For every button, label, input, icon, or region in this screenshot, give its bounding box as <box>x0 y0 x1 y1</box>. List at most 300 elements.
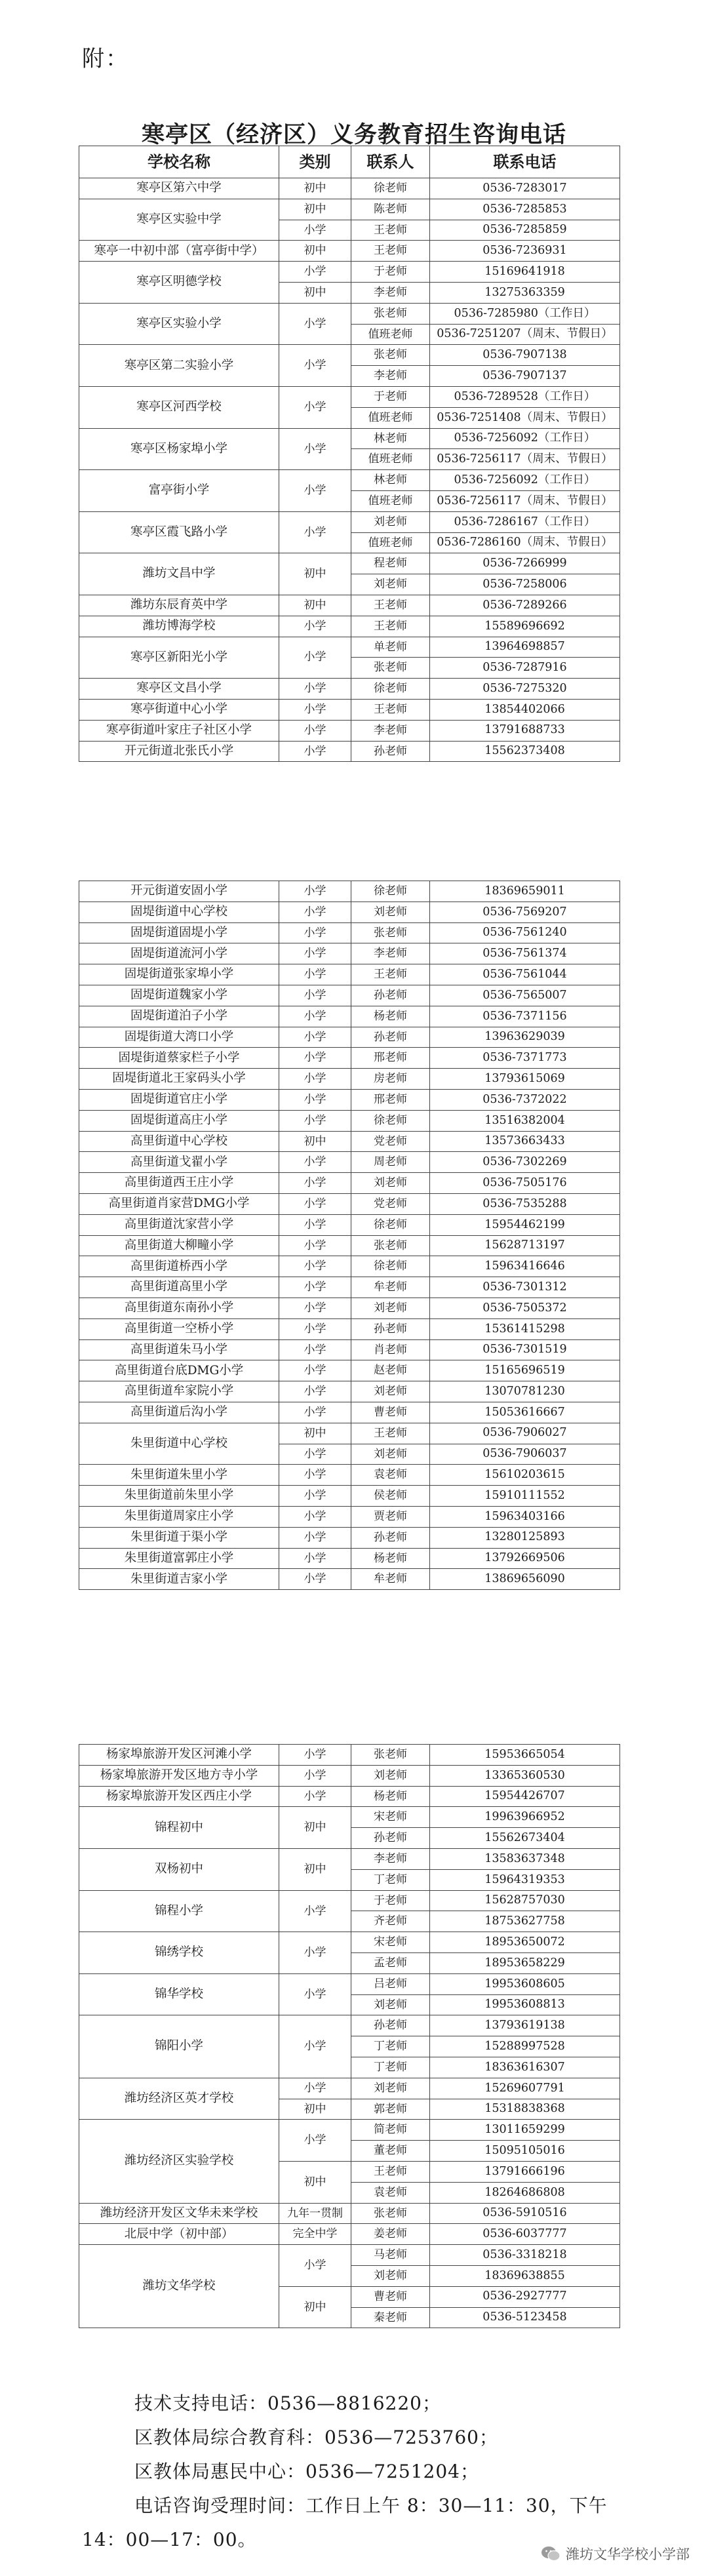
cell-contact: 孙老师 <box>351 741 430 762</box>
cell-phone: 13793615069 <box>430 1069 620 1090</box>
cell-contact: 林老师 <box>351 470 430 491</box>
cell-category: 初中 <box>279 595 351 616</box>
cell-phone: 15628757030 <box>430 1890 620 1911</box>
cell-school: 固堤街道流河小学 <box>79 943 279 964</box>
cell-phone: 13573663433 <box>430 1131 620 1152</box>
cell-school: 潍坊文华学校 <box>79 2245 279 2328</box>
cell-contact: 孙老师 <box>351 2015 430 2036</box>
cell-category: 小学 <box>279 1110 351 1131</box>
table-row <box>79 1402 620 1423</box>
cell-category: 小学 <box>279 2015 351 2078</box>
table-row <box>79 199 620 220</box>
footer-hours-continued: 14：00—17：00。 <box>82 2529 257 2550</box>
cell-phone: 18953650072 <box>430 1932 620 1953</box>
cell-phone: 13791688733 <box>430 720 620 741</box>
cell-school: 寒亭区文昌小学 <box>79 679 279 700</box>
cell-contact: 值班老师 <box>351 532 430 553</box>
cell-category: 小学 <box>279 1381 351 1402</box>
cell-contact: 徐老师 <box>351 1214 430 1235</box>
cell-contact: 董老师 <box>351 2141 430 2162</box>
cell-contact: 刘老师 <box>351 2265 430 2286</box>
cell-school: 潍坊经济开发区文华未来学校 <box>79 2203 279 2224</box>
table-row <box>79 1193 620 1214</box>
cell-school: 寒亭区杨家埠小学 <box>79 428 279 470</box>
cell-contact: 肖老师 <box>351 1339 430 1360</box>
cell-school: 高里街道戈翟小学 <box>79 1152 279 1173</box>
table-row <box>79 2120 620 2141</box>
cell-category: 小学 <box>279 1006 351 1027</box>
table-row <box>79 428 620 449</box>
cell-phone: 0536-7258006 <box>430 574 620 595</box>
cell-contact: 王老师 <box>351 2161 430 2182</box>
cell-phone: 13854402066 <box>430 699 620 720</box>
cell-contact: 房老师 <box>351 1069 430 1090</box>
cell-school: 寒亭区实验小学 <box>79 303 279 345</box>
cell-school: 潍坊东辰育英中学 <box>79 595 279 616</box>
cell-school: 高里街道大柳疃小学 <box>79 1235 279 1256</box>
cell-school: 高里街道沈家营小学 <box>79 1214 279 1235</box>
cell-contact: 王老师 <box>351 595 430 616</box>
cell-category: 小学 <box>279 637 351 679</box>
cell-phone: 15953665054 <box>430 1745 620 1766</box>
cell-contact: 牟老师 <box>351 1569 430 1590</box>
cell-contact: 张老师 <box>351 658 430 679</box>
cell-contact: 刘老师 <box>351 1173 430 1194</box>
cell-contact: 徐老师 <box>351 178 430 199</box>
cell-phone: 18363616307 <box>430 2057 620 2078</box>
table-row <box>79 1486 620 1507</box>
table-row <box>79 1465 620 1486</box>
cell-contact: 王老师 <box>351 616 430 637</box>
cell-school: 高里街道牟家院小学 <box>79 1381 279 1402</box>
cell-school: 寒亭区霞飞路小学 <box>79 511 279 553</box>
table-row <box>79 1527 620 1548</box>
cell-school: 高里街道东南孙小学 <box>79 1298 279 1318</box>
cell-phone: 15169641918 <box>430 262 620 283</box>
cell-phone: 15095105016 <box>430 2141 620 2162</box>
cell-category: 小学 <box>279 220 351 241</box>
cell-phone: 0536-7561374 <box>430 943 620 964</box>
table-row <box>79 2224 620 2245</box>
cell-contact: 刘老师 <box>351 1994 430 2015</box>
cell-contact: 刘老师 <box>351 1381 430 1402</box>
cell-phone: 15053616667 <box>430 1402 620 1423</box>
cell-contact: 张老师 <box>351 1235 430 1256</box>
cell-phone: 15318838368 <box>430 2099 620 2120</box>
cell-category: 小学 <box>279 1360 351 1381</box>
header-school: 学校名称 <box>79 146 279 178</box>
table-row <box>79 1765 620 1786</box>
cell-contact: 刘老师 <box>351 2078 430 2099</box>
table-row <box>79 1360 620 1381</box>
cell-phone: 0536-7565007 <box>430 985 620 1006</box>
cell-contact: 王老师 <box>351 1423 430 1444</box>
cell-category: 小学 <box>279 1465 351 1486</box>
table-row <box>79 1152 620 1173</box>
cell-phone: 0536-7256092（工作日） <box>430 470 620 491</box>
cell-contact: 周老师 <box>351 1152 430 1173</box>
cell-contact: 徐老师 <box>351 881 430 902</box>
cell-category: 小学 <box>279 1235 351 1256</box>
cell-school: 潍坊博海学校 <box>79 616 279 637</box>
cell-phone: 15910111552 <box>430 1486 620 1507</box>
cell-category: 小学 <box>279 2078 351 2099</box>
cell-category: 小学 <box>279 1765 351 1786</box>
cell-category: 小学 <box>279 616 351 637</box>
cell-phone: 13516382004 <box>430 1110 620 1131</box>
header-phone: 联系电话 <box>430 146 620 178</box>
cell-contact: 丁老师 <box>351 2057 430 2078</box>
cell-contact: 孙老师 <box>351 1527 430 1548</box>
cell-phone: 13963629039 <box>430 1027 620 1048</box>
table-row <box>79 1110 620 1131</box>
cell-school: 朱里街道周家庄小学 <box>79 1506 279 1527</box>
cell-school: 北辰中学（初中部） <box>79 2224 279 2245</box>
cell-phone: 0536-3318218 <box>430 2245 620 2266</box>
cell-category: 小学 <box>279 1173 351 1194</box>
cell-school: 固堤街道中心学校 <box>79 902 279 922</box>
cell-school: 富亭街小学 <box>79 470 279 512</box>
cell-category: 初中 <box>279 178 351 199</box>
cell-contact: 徐老师 <box>351 679 430 700</box>
cell-category: 初中 <box>279 199 351 220</box>
cell-category: 小学 <box>279 985 351 1006</box>
cell-school: 固堤街道魏家小学 <box>79 985 279 1006</box>
table-row <box>79 2078 620 2099</box>
cell-contact: 党老师 <box>351 1131 430 1152</box>
cell-phone: 15963403166 <box>430 1506 620 1527</box>
table-row <box>79 720 620 741</box>
cell-school: 高里街道高里小学 <box>79 1277 279 1298</box>
cell-school: 朱里街道富郭庄小学 <box>79 1548 279 1569</box>
cell-phone: 0536-7301519 <box>430 1339 620 1360</box>
cell-category: 初中 <box>279 1848 351 1890</box>
cell-category: 小学 <box>279 1277 351 1298</box>
table-row <box>79 1381 620 1402</box>
table-row <box>79 1089 620 1110</box>
cell-category: 九年一贯制 <box>279 2203 351 2224</box>
table-row <box>79 1548 620 1569</box>
cell-category: 小学 <box>279 1214 351 1235</box>
cell-category: 小学 <box>279 1152 351 1173</box>
cell-school: 朱里街道朱里小学 <box>79 1465 279 1486</box>
cell-school: 寒亭区实验中学 <box>79 199 279 241</box>
cell-category: 初中 <box>279 2161 351 2203</box>
cell-school: 固堤街道北王家码头小学 <box>79 1069 279 1090</box>
cell-phone: 0536-7285980（工作日） <box>430 303 620 324</box>
cell-contact: 杨老师 <box>351 1786 430 1807</box>
cell-category: 小学 <box>279 1193 351 1214</box>
cell-phone: 15628713197 <box>430 1235 620 1256</box>
cell-contact: 丁老师 <box>351 2036 430 2057</box>
cell-phone: 0536-7372022 <box>430 1089 620 1110</box>
cell-contact: 张老师 <box>351 922 430 943</box>
cell-category: 初中 <box>279 2286 351 2328</box>
wechat-icon <box>541 2545 560 2562</box>
cell-school: 固堤街道高庄小学 <box>79 1110 279 1131</box>
cell-school: 高里街道朱马小学 <box>79 1339 279 1360</box>
cell-contact: 马老师 <box>351 2245 430 2266</box>
table-row <box>79 1807 620 1828</box>
cell-category: 小学 <box>279 303 351 345</box>
cell-phone: 0536-7907138 <box>430 345 620 366</box>
table-row <box>79 178 620 199</box>
cell-contact: 张老师 <box>351 2203 430 2224</box>
cell-school: 高里街道台底DMG小学 <box>79 1360 279 1381</box>
cell-phone: 13583637348 <box>430 1848 620 1869</box>
table-row <box>79 1423 620 1444</box>
cell-contact: 简老师 <box>351 2120 430 2141</box>
cell-contact: 孙老师 <box>351 1318 430 1339</box>
cell-phone: 0536-7289266 <box>430 595 620 616</box>
cell-contact: 郭老师 <box>351 2099 430 2120</box>
cell-phone: 15269607791 <box>430 2078 620 2099</box>
table-row <box>79 699 620 720</box>
cell-contact: 李老师 <box>351 943 430 964</box>
cell-contact: 袁老师 <box>351 1465 430 1486</box>
cell-category: 小学 <box>279 262 351 283</box>
cell-contact: 宋老师 <box>351 1932 430 1953</box>
footer-hours: 电话咨询受理时间：工作日上午 8：30—11：30，下午 <box>134 2495 608 2516</box>
table-row <box>79 1277 620 1298</box>
cell-contact: 于老师 <box>351 386 430 407</box>
cell-school: 杨家埠旅游开发区河滩小学 <box>79 1745 279 1766</box>
cell-category: 小学 <box>279 1890 351 1932</box>
cell-school: 杨家埠旅游开发区西庄小学 <box>79 1786 279 1807</box>
table-row <box>79 2245 620 2266</box>
table-row <box>79 262 620 283</box>
table-row <box>79 964 620 985</box>
table-row <box>79 902 620 922</box>
cell-school: 朱里街道中心学校 <box>79 1423 279 1465</box>
cell-contact: 曹老师 <box>351 1402 430 1423</box>
cell-contact: 党老师 <box>351 1193 430 1214</box>
table-row <box>79 1235 620 1256</box>
cell-phone: 13070781230 <box>430 1381 620 1402</box>
cell-contact: 李老师 <box>351 366 430 387</box>
table-row <box>79 1048 620 1069</box>
cell-phone: 0536-7535288 <box>430 1193 620 1214</box>
cell-school: 寒亭一中初中部（富亭街中学） <box>79 241 279 262</box>
cell-school: 寒亭区新阳光小学 <box>79 637 279 679</box>
cell-phone: 18953658229 <box>430 1952 620 1973</box>
cell-phone: 0536-7301312 <box>430 1277 620 1298</box>
cell-category: 初中 <box>279 1131 351 1152</box>
cell-contact: 王老师 <box>351 241 430 262</box>
cell-category: 小学 <box>279 1318 351 1339</box>
cell-contact: 林老师 <box>351 428 430 449</box>
cell-phone: 13793619138 <box>430 2015 620 2036</box>
cell-contact: 孟老师 <box>351 1952 430 1973</box>
cell-phone: 15589696692 <box>430 616 620 637</box>
cell-category: 小学 <box>279 1339 351 1360</box>
cell-phone: 15562673404 <box>430 1828 620 1849</box>
cell-phone: 19953608605 <box>430 1973 620 1994</box>
cell-phone: 15165696519 <box>430 1360 620 1381</box>
cell-category: 完全中学 <box>279 2224 351 2245</box>
cell-phone: 0536-7251408（周末、节假日） <box>430 407 620 428</box>
footer-tech-support: 技术支持电话：0536—8816220； <box>134 2392 441 2414</box>
header-category: 类别 <box>279 146 351 178</box>
cell-phone: 0536-7569207 <box>430 902 620 922</box>
table-row <box>79 1973 620 1994</box>
table-row <box>79 511 620 532</box>
cell-school: 开元街道北张氏小学 <box>79 741 279 762</box>
cell-phone: 0536-7286160（周末、节假日） <box>430 532 620 553</box>
cell-school: 固堤街道固堤小学 <box>79 922 279 943</box>
cell-school: 锦华学校 <box>79 1973 279 2015</box>
cell-category: 小学 <box>279 881 351 902</box>
header-contact: 联系人 <box>351 146 430 178</box>
cell-school: 潍坊经济区实验学校 <box>79 2120 279 2203</box>
table-row <box>79 1298 620 1318</box>
cell-phone: 0536-7236931 <box>430 241 620 262</box>
contact-table-part-3 <box>79 1744 620 2328</box>
cell-phone: 0536-7275320 <box>430 679 620 700</box>
cell-contact: 王老师 <box>351 699 430 720</box>
cell-category: 小学 <box>279 1256 351 1277</box>
cell-school: 寒亭区第六中学 <box>79 178 279 199</box>
table-row <box>79 1786 620 1807</box>
cell-phone: 13964698857 <box>430 637 620 658</box>
cell-contact: 单老师 <box>351 637 430 658</box>
cell-phone: 15610203615 <box>430 1465 620 1486</box>
cell-contact: 杨老师 <box>351 1548 430 1569</box>
cell-contact: 孙老师 <box>351 985 430 1006</box>
cell-phone: 0536-5123458 <box>430 2307 620 2328</box>
cell-contact: 刘老师 <box>351 1765 430 1786</box>
cell-phone: 15963416646 <box>430 1256 620 1277</box>
cell-school: 寒亭区明德学校 <box>79 262 279 304</box>
cell-contact: 于老师 <box>351 262 430 283</box>
cell-contact: 李老师 <box>351 282 430 303</box>
cell-phone: 0536-7906027 <box>430 1423 620 1444</box>
cell-category: 初中 <box>279 553 351 595</box>
document-title: 寒亭区（经济区）义务教育招生咨询电话 <box>141 121 566 148</box>
cell-contact: 邢老师 <box>351 1048 430 1069</box>
wechat-watermark <box>541 2544 690 2564</box>
cell-contact: 王老师 <box>351 964 430 985</box>
cell-category: 小学 <box>279 1444 351 1465</box>
table-row <box>79 303 620 324</box>
cell-contact: 值班老师 <box>351 449 430 470</box>
cell-school: 高里街道中心学校 <box>79 1131 279 1152</box>
table-row <box>79 943 620 964</box>
cell-contact: 孙老师 <box>351 1027 430 1048</box>
cell-school: 高里街道桥西小学 <box>79 1256 279 1277</box>
cell-phone: 0536-7371773 <box>430 1048 620 1069</box>
cell-school: 朱里街道于渠小学 <box>79 1527 279 1548</box>
cell-contact: 李老师 <box>351 1848 430 1869</box>
table-row <box>79 741 620 762</box>
cell-contact: 张老师 <box>351 345 430 366</box>
cell-school: 固堤街道张家埠小学 <box>79 964 279 985</box>
cell-contact: 孙老师 <box>351 1828 430 1849</box>
cell-phone: 0536-7256117（周末、节假日） <box>430 449 620 470</box>
cell-school: 锦程小学 <box>79 1890 279 1932</box>
cell-phone: 0536-6037777 <box>430 2224 620 2245</box>
table-row <box>79 595 620 616</box>
cell-phone: 0536-7302269 <box>430 1152 620 1173</box>
cell-contact: 徐老师 <box>351 1110 430 1131</box>
cell-contact: 值班老师 <box>351 324 430 345</box>
cell-category: 小学 <box>279 428 351 470</box>
cell-school: 固堤街道大湾口小学 <box>79 1027 279 1048</box>
cell-category: 小学 <box>279 1973 351 2015</box>
cell-contact: 张老师 <box>351 303 430 324</box>
table-row <box>79 922 620 943</box>
cell-phone: 15954426707 <box>430 1786 620 1807</box>
cell-contact: 姜老师 <box>351 2224 430 2245</box>
cell-contact: 袁老师 <box>351 2182 430 2203</box>
cell-school: 朱里街道前朱里小学 <box>79 1486 279 1507</box>
cell-phone: 18369659011 <box>430 881 620 902</box>
cell-phone: 13791666196 <box>430 2161 620 2182</box>
watermark-text: 潍坊文华学校小学部 <box>566 2546 690 2562</box>
cell-category: 小学 <box>279 1548 351 1569</box>
cell-phone: 0536-7256117（周末、节假日） <box>430 490 620 511</box>
table-row <box>79 241 620 262</box>
table-row <box>79 1256 620 1277</box>
cell-phone: 18369638855 <box>430 2265 620 2286</box>
cell-category: 小学 <box>279 1089 351 1110</box>
cell-school: 高里街道西王庄小学 <box>79 1173 279 1194</box>
cell-contact: 李老师 <box>351 720 430 741</box>
cell-phone: 19963966952 <box>430 1807 620 1828</box>
cell-category: 小学 <box>279 943 351 964</box>
table-header-row <box>79 146 620 178</box>
table-row <box>79 1318 620 1339</box>
cell-category: 小学 <box>279 964 351 985</box>
cell-category: 小学 <box>279 1745 351 1766</box>
table-row <box>79 679 620 700</box>
table-row <box>79 1745 620 1766</box>
cell-school: 固堤街道泊子小学 <box>79 1006 279 1027</box>
cell-school: 双杨初中 <box>79 1848 279 1890</box>
cell-contact: 陈老师 <box>351 199 430 220</box>
cell-contact: 吕老师 <box>351 1973 430 1994</box>
cell-school: 高里街道肖家营DMG小学 <box>79 1193 279 1214</box>
table-row <box>79 1214 620 1235</box>
cell-phone: 15954462199 <box>430 1214 620 1235</box>
cell-phone: 18264686808 <box>430 2182 620 2203</box>
cell-contact: 邢老师 <box>351 1089 430 1110</box>
cell-phone: 0536-7285859 <box>430 220 620 241</box>
cell-phone: 0536-7285853 <box>430 199 620 220</box>
cell-category: 小学 <box>279 2245 351 2287</box>
cell-school: 寒亭区第二实验小学 <box>79 345 279 387</box>
footer-notes <box>82 2387 608 2557</box>
cell-phone: 0536-5910516 <box>430 2203 620 2224</box>
cell-phone: 0536-7906037 <box>430 1444 620 1465</box>
cell-phone: 13011659299 <box>430 2120 620 2141</box>
cell-contact: 刘老师 <box>351 511 430 532</box>
cell-category: 小学 <box>279 345 351 387</box>
cell-category: 小学 <box>279 1069 351 1090</box>
table-row <box>79 2203 620 2224</box>
cell-contact: 刘老师 <box>351 574 430 595</box>
cell-school: 固堤街道官庄小学 <box>79 1089 279 1110</box>
cell-contact: 赵老师 <box>351 1360 430 1381</box>
cell-contact: 于老师 <box>351 1890 430 1911</box>
cell-school: 锦阳小学 <box>79 2015 279 2078</box>
attachment-label: 附： <box>82 46 129 72</box>
cell-category: 小学 <box>279 720 351 741</box>
cell-category: 小学 <box>279 1402 351 1423</box>
cell-contact: 徐老师 <box>351 1256 430 1277</box>
cell-phone: 0536-7505372 <box>430 1298 620 1318</box>
table-row <box>79 345 620 366</box>
